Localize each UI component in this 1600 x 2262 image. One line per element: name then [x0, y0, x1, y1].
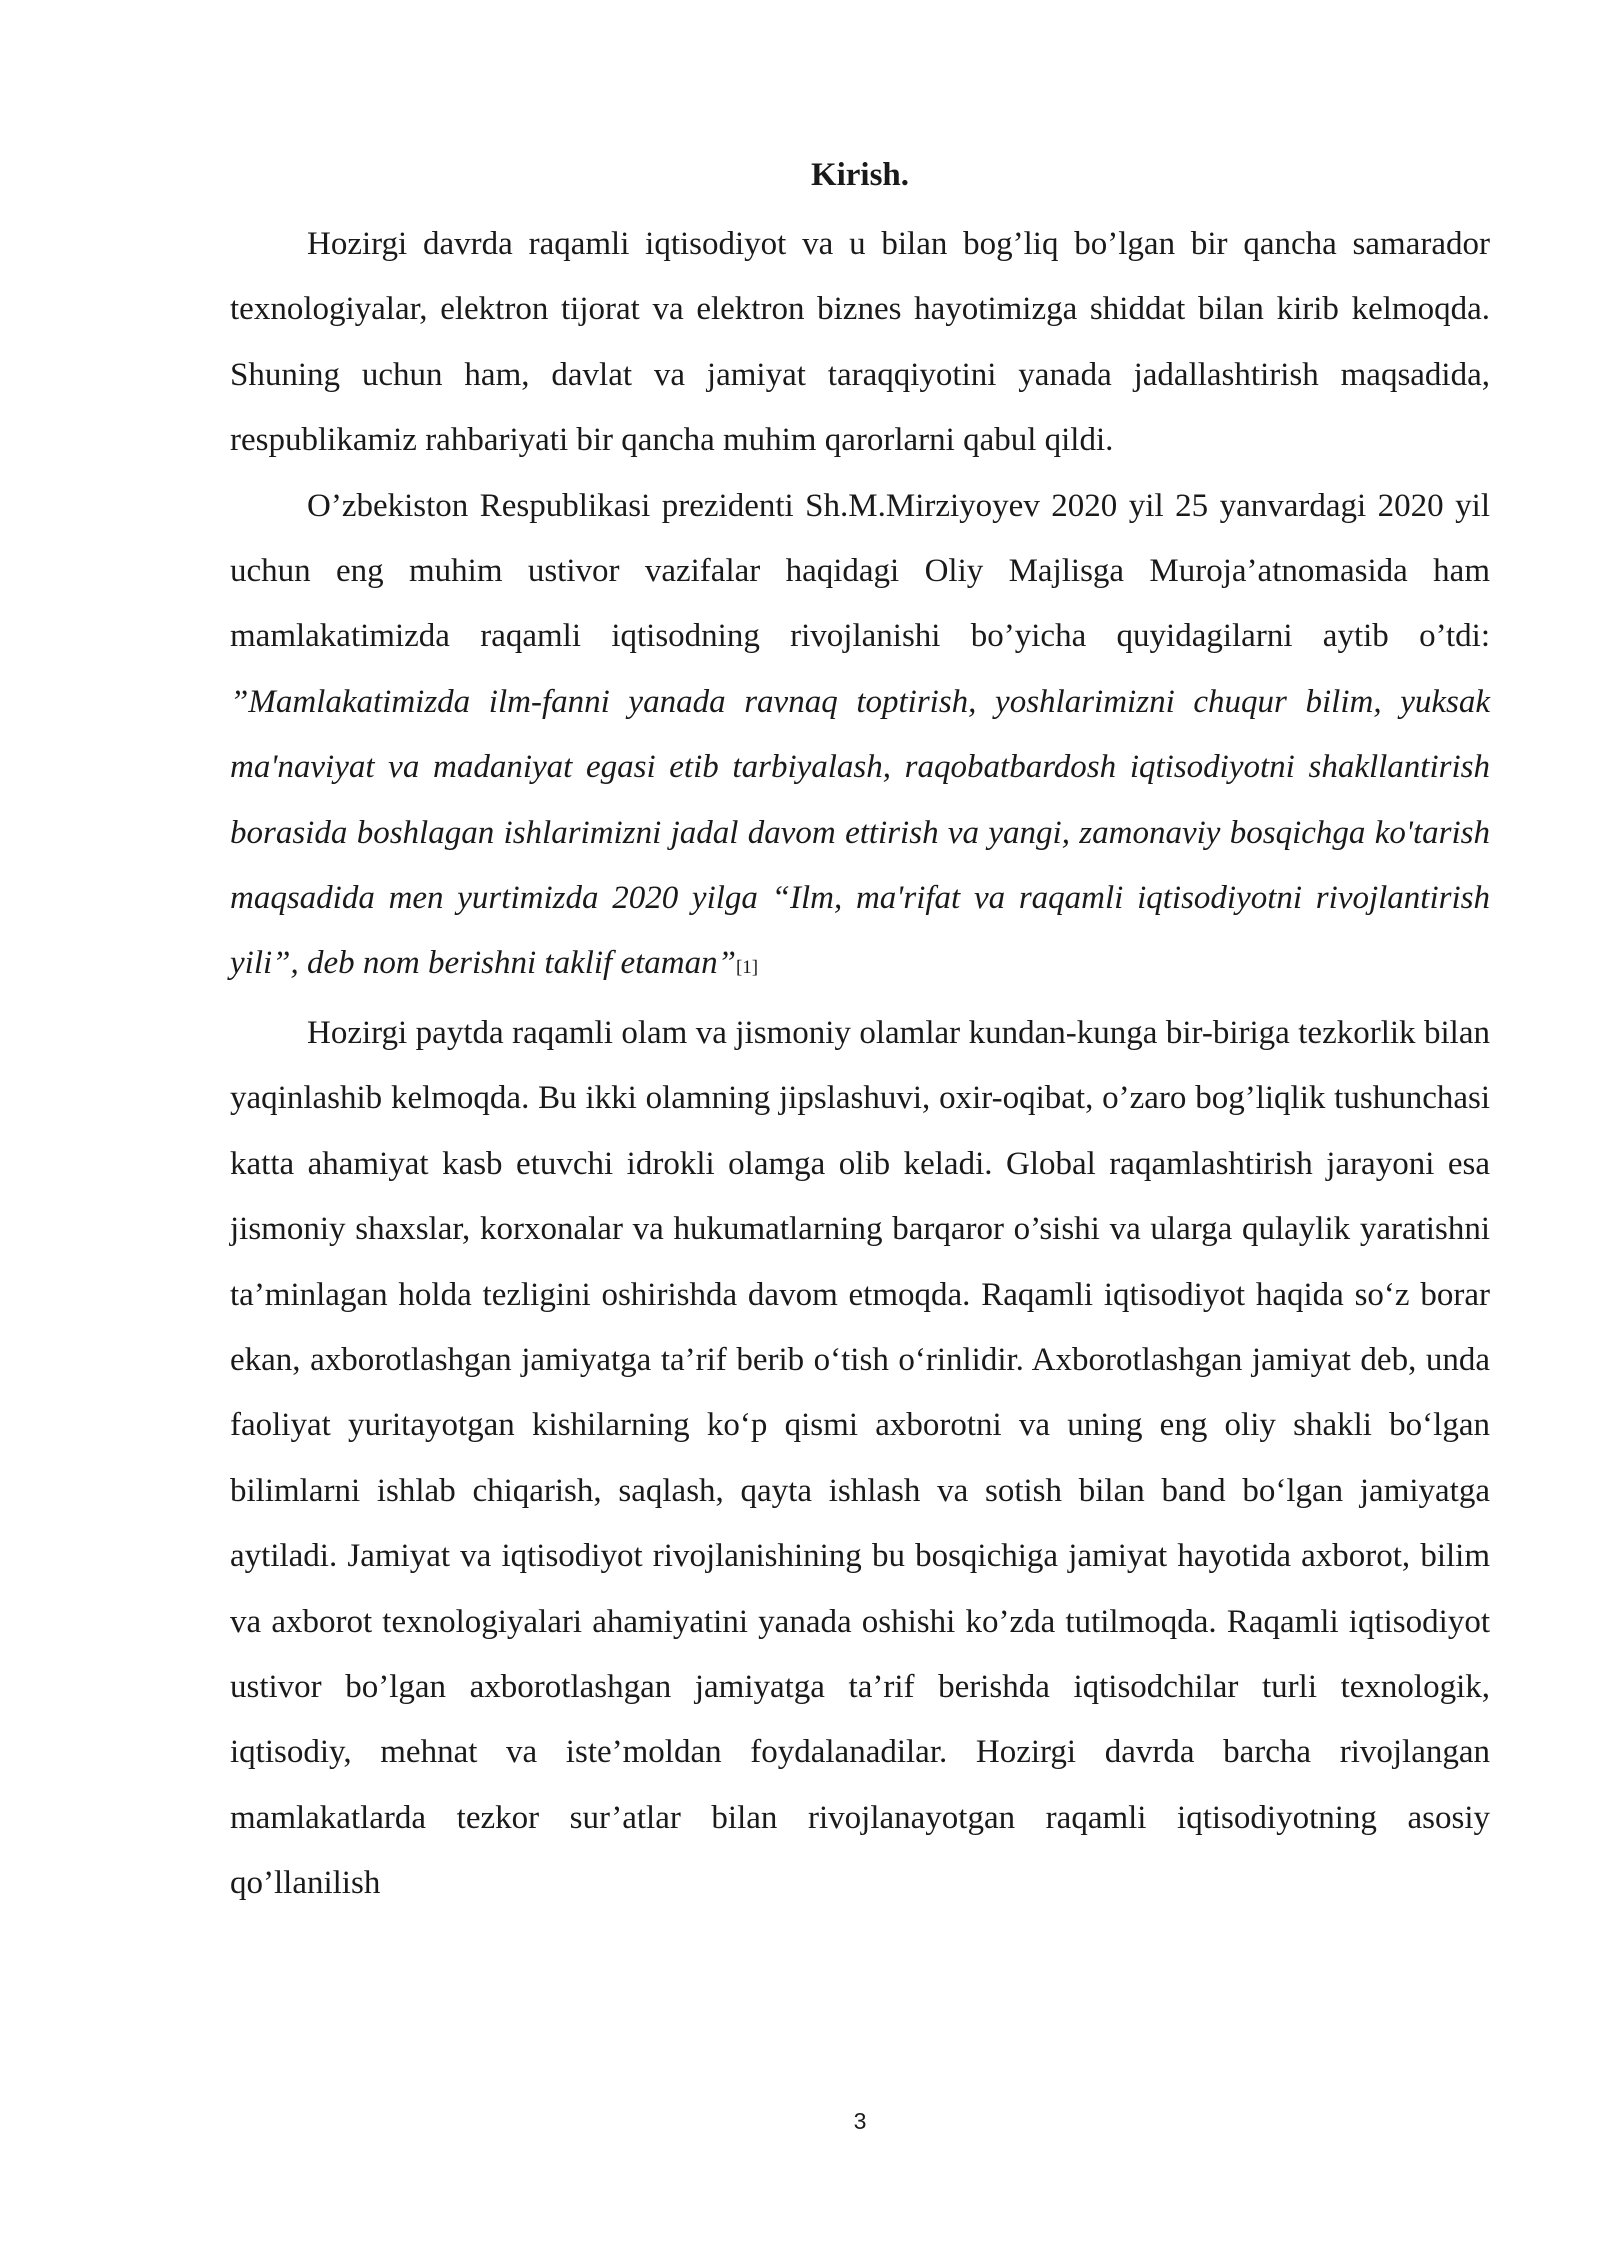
page-number: 3 [853, 2108, 867, 2134]
body-text [230, 212, 1490, 1917]
quote-lead-in: O’zbekiston Respublikasi prezidenti Sh.M.Mirziyoyev 2020 yil 25 yanvardagi 2020 yil uchun eng muhim ustivor vazifalar haqidagi Oliy Majlisga Muroja’atnomasida ham mamlakatimizda raqamli iqtisodning rivojlanishi bo’yicha quyidagilarni aytib o’tdi: [230, 487, 1490, 655]
paragraph-president-quote [230, 474, 1490, 1001]
paragraph-digital-economy: Hozirgi paytda raqamli olam va jismoniy olamlar kundan-kunga bir-biriga tezkorlik bilan yaqinlashib kelmoqda. Bu ikki olamning jipslashuvi, oxir-oqibat, o’zaro bog’liqlik tushunchasi katta ahamiyat kasb etuvchi idrokli olamga olib keladi. Global raqamlashtirish jarayoni esa jismoniy shaxslar, korxonalar va hukumatlarning barqaror o’sishi va ularga qulaylik yaratishni ta’minlagan holda tezligini oshirishda davom etmoqda. Raqamli iqtisodiyot haqida so‘z borar ekan, axborotlashgan jamiyatga ta’rif berib o‘tish o‘rinlidir. Axborotlashgan jamiyat deb, unda faoliyat yuritayotgan kishilarning ko‘p qismi axborotni va uning eng oliy shakli bo‘lgan bilimlarni ishlab chiqarish, saqlash, qayta ishlash va sotish bilan band bo‘lgan jamiyatga aytiladi. Jamiyat va iqtisodiyot rivojlanishining bu bosqichiga jamiyat hayotida axborot, bilim va axborot texnologiyalari ahamiyatini yanada oshishi ko’zda tutilmoqda. Raqamli iqtisodiyot ustivor bo’lgan axborotlashgan jamiyatga ta’rif berishda iqtisodchilar turli texnologik, iqtisodiy, mehnat va iste’moldan foydalanadilar. Hozirgi davrda barcha rivojlangan mamlakatlarda tezkor sur’atlar bilan rivojlanayotgan raqamli iqtisodiyotning asosiy qo’llanilish [230, 1014, 1490, 1902]
reference-marker: [1] [735, 957, 759, 979]
section-title: Kirish. [810, 157, 910, 193]
president-quote: ”Mamlakatimizda ilm-fanni yanada ravnaq toptirish, yoshlarimizni chuqur bilim, yuksak ma'naviyat va madaniyat egasi etib tarbiyalash, raqobatbardosh iqtisodiyotni shakllantirish borasida boshlagan ishlarimizni jadal davom ettirish va yangi, zamonaviy bosqichga ko'tarish maqsadida men yurtimizda 2020 yilga “Ilm, ma'rifat va raqamli iqtisodiyotni rivojlantirish yili”, deb nom berishni taklif etaman” [230, 683, 1490, 982]
paragraph-intro: Hozirgi davrda raqamli iqtisodiyot va u bilan bog’liq bo’lgan bir qancha samarador texnologiyalar, elektron tijorat va elektron biznes hayotimizga shiddat bilan kirib kelmoqda. Shuning uchun ham, davlat va jamiyat taraqqiyotini yanada jadallashtirish maqsadida, respublikamiz rahbariyati bir qancha muhim qarorlarni qabul qildi. [230, 226, 1490, 459]
